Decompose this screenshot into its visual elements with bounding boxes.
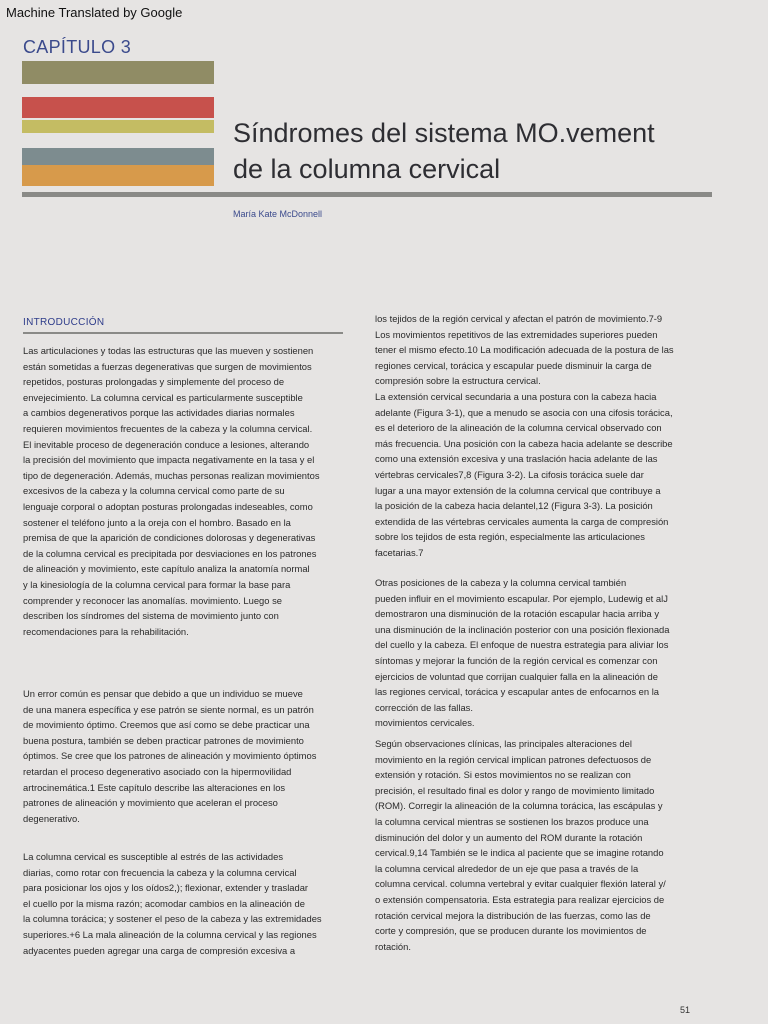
chapter-title bbox=[233, 115, 655, 187]
chapter-label: CAPÍTULO 3 bbox=[23, 37, 132, 57]
body-paragraph: La extensión cervical secundaria a una postura con la cabeza hacia adelante (Figura 3-1), que a menudo se asocia con una cifosis torácica, es el deterioro de la alineación de la columna cervical observado con más frecuencia. Una posición con la cabeza hacia adelante se describe como una extensión excesiva y una traslación hacia adelante de las vértebras cervicales7,8 (Figura 3-2). La cifosis torácica suele dar lugar a una mayor extensión de la columna cervical que contribuye a la posición de la cabeza hacia delantel,12 (Figura 3-3). La posición extendida de las vértebras cervicales aumenta la carga de compresión sobre los tejidos de esta región, especialmente las articulaciones facetarias.7 bbox=[375, 391, 673, 558]
decorative-stripe bbox=[22, 165, 214, 186]
page-number: 51 bbox=[680, 1005, 691, 1015]
chapter-title-line: Síndromes del sistema MO.vement bbox=[233, 118, 655, 148]
section-heading: INTRODUCCIÓN bbox=[23, 317, 105, 328]
machine-translation-label: Machine Translated by Google bbox=[6, 5, 183, 20]
chapter-title-line: de la columna cervical bbox=[233, 154, 501, 184]
title-divider bbox=[22, 192, 712, 197]
decorative-stripe bbox=[22, 61, 214, 84]
body-paragraph: Según observaciones clínicas, las principales alteraciones del movimiento en la región cervical implican patrones defectuosos de extensión y rotación. Si estos movimientos no se realizan con precisión, el resultado final es dolor y rango de movimiento limitado (ROM). Corregir la alineación de la columna torácica, las escápulas y la columna cervical mientras se sostienen los brazos produce una disminución del dolor y un aumento del ROM durante la rotación cervical.9,14 También se le indica al paciente que se imagine rotando la columna cervical alrededor de un eje que pasa a través de la columna cervical. columna vertebral y evitar cualquier flexión lateral y/ o extensión compensatoria. Esta estrategia para realizar ejercicios de rotación cervical mejora la distribución de las fuerzas, como las de corte y compresión, que se producen durante los movimientos de rotación. bbox=[375, 738, 666, 952]
author-name: María Kate McDonnell bbox=[233, 209, 323, 219]
body-paragraph: Otras posiciones de la cabeza y la columna cervical también pueden influir en el movimiento escapular. Por ejemplo, Ludewig et alJ demostraron una disminución de la rotación escapular hacia arriba y una disminución de la inclinación posterior con una posición flexionada del cuello y la cabeza. El enfoque de nuestra estrategia para aliviar los síntomas y mejorar la función de la región cervical es comenzar con ejercicios de voluntad que corrijan cualquier falla en la alineación de las regiones cervical, torácica y escapular antes de enfocarnos en la corrección de las fallas. movimientos cervicales. bbox=[375, 577, 670, 729]
body-paragraph: La columna cervical es susceptible al estrés de las actividades diarias, como rotar con frecuencia la cabeza y la columna cervical para posicionar los ojos y los oídos2,); flexionar, extender y trasladar el cuello por la misma razón; acomodar cambios en la alineación de la columna torácica; y sostener el peso de la cabeza y las extremidades superiores.+6 La mala alineación de la columna cervical y las regiones adyacentes pueden agregar una carga de compresión excesiva a bbox=[23, 851, 322, 956]
body-paragraph: Las articulaciones y todas las estructuras que las mueven y sostienen están sometidas a fuerzas degenerativas que surgen de movimientos repetidos, posturas prolongadas y simplemente del proceso de envejecimiento. La columna cervical es particularmente susceptible a cambios degenerativos porque las actividades diarias normales requieren movimientos frecuentes de la cabeza y la columna cervical. El inevitable proceso de degeneración conduce a lesiones, alterando la precisión del movimiento que impacta negativamente en la tasa y el tipo de degeneración. Además, muchas personas realizan movimientos excesivos de la cabeza y la columna cervical como parte de su lenguaje corporal o adoptan posturas prolongadas indeseables, como sostener el teléfono junto a la oreja con el hombro. Basado en la premisa de que la aparición de condiciones dolorosas y degenerativas de la columna cervical es precipitada por desviaciones en los patrones de alineación y movimiento, este capítulo analiza la anatomía normal y la kinesiología de la columna cervical para formar la base para comprender y reconocer las anomalías. movimiento. Luego se describen los síndromes del sistema de movimiento junto con recomendaciones para la rehabilitación. bbox=[23, 345, 320, 637]
decorative-stripe bbox=[22, 97, 214, 118]
body-paragraph: los tejidos de la región cervical y afectan el patrón de movimiento.7-9 Los movimientos repetitivos de las extremidades superiores pueden tener el mismo efecto.10 La modificación adecuada de la postura de las regiones cervical, torácica y escapular puede disminuir la carga de compresión sobre la estructura cervical. bbox=[375, 313, 674, 387]
decorative-stripe bbox=[22, 120, 214, 133]
body-paragraph: Un error común es pensar que debido a que un individuo se mueve de una manera específica y ese patrón se siente normal, es un patrón de movimiento óptimo. Creemos que así como se debe practicar una buena postura, también se deben practicar patrones de movimiento óptimos. Se cree que los patrones de alineación y movimiento óptimos retardan el proceso degenerativo asociado con la hipermovilidad artrocinemática.1 Este capítulo describe las alteraciones en los patrones de alineación y movimiento que aceleran el proceso degenerativo. bbox=[23, 688, 317, 824]
section-divider bbox=[23, 332, 343, 334]
decorative-stripe bbox=[22, 148, 214, 165]
